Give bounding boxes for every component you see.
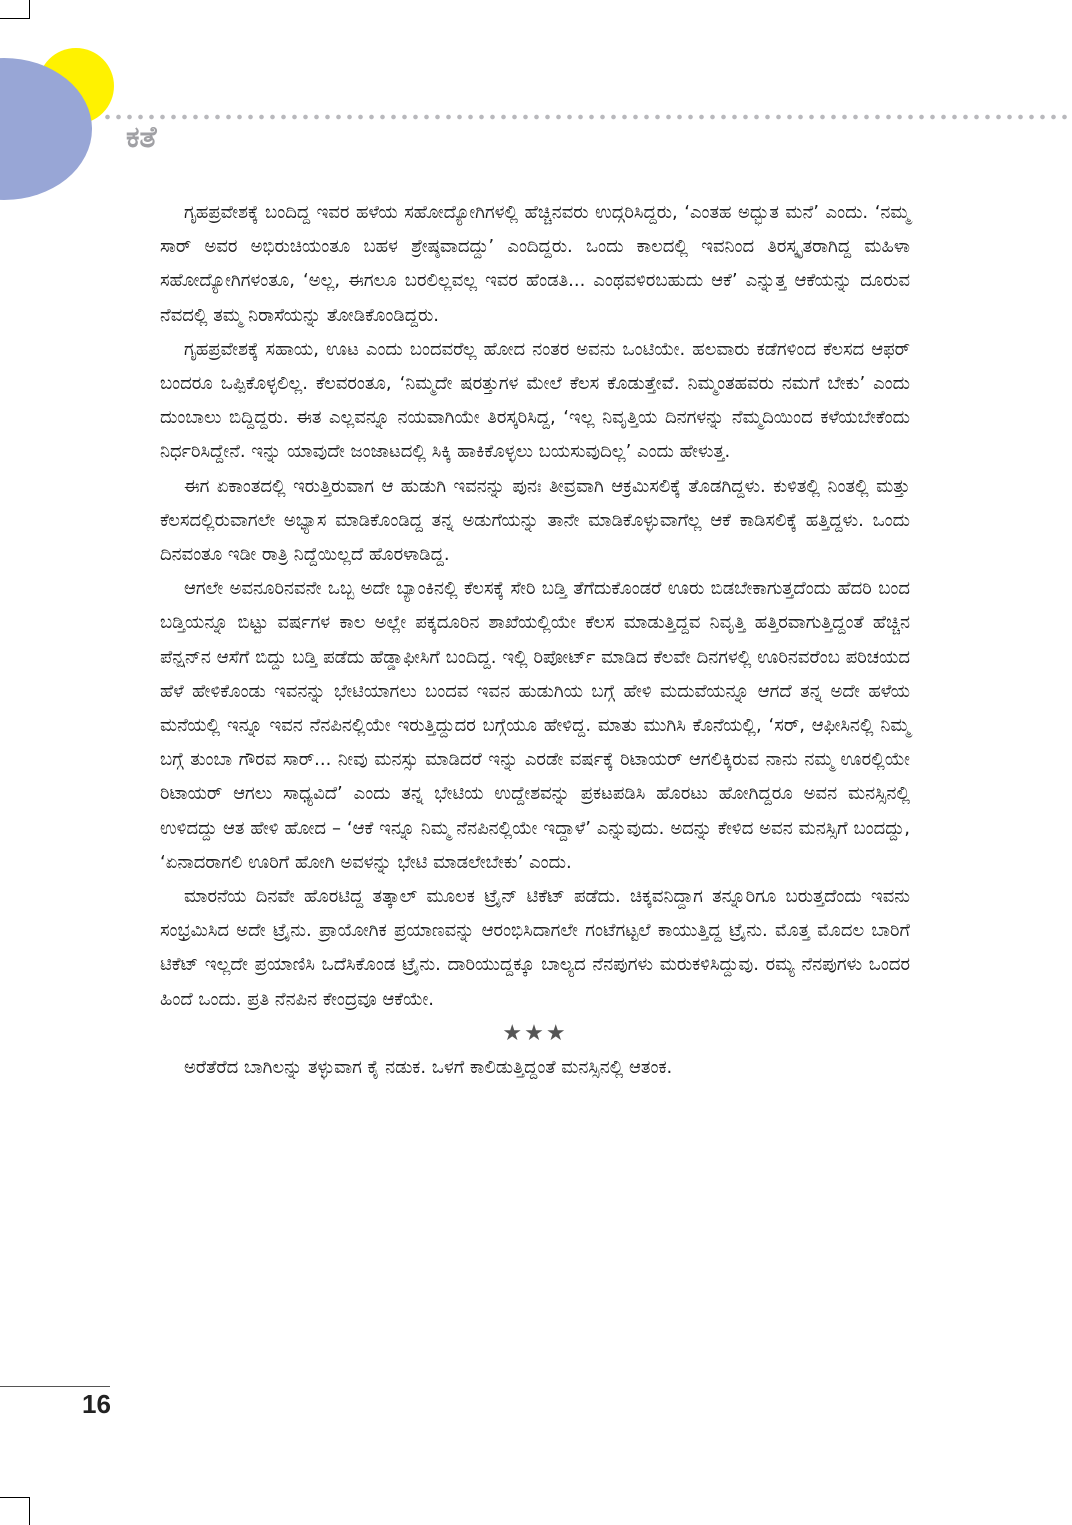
paragraph-4: ಆಗಲೇ ಅವನೂರಿನವನೇ ಒಬ್ಬ ಅದೇ ಬ್ಯಾಂಕಿನಲ್ಲಿ ಕೆಲಸಕ್ಕೆ ಸೇರಿ ಬಡ್ತಿ ತೆಗೆದುಕೊಂಡರೆ ಊರು ಬಿಡಬೇಕಾಗುತ್ತದೆಂದು ಹೆದರಿ ಬಂದ ಬಡ್ತಿಯನ್ನೂ ಬಿಟ್ಟು ವರ್ಷಗಳ ಕಾಲ ಅಲ್ಲೇ ಪಕ್ಕದೂರಿನ ಶಾಖೆಯಲ್ಲಿಯೇ ಕೆಲಸ ಮಾಡುತ್ತಿದ್ದವ ನಿವೃತ್ತಿ ಹತ್ತಿರವಾಗುತ್ತಿದ್ದಂತೆ ಹೆಚ್ಚಿನ ಪೆನ್ಷನ್‌ನ ಆಸೆಗೆ ಬಿದ್ದು ಬಡ್ತಿ ಪಡೆದು ಹೆಡ್ಡಾಫೀಸಿಗೆ ಬಂದಿದ್ದ. ಇಲ್ಲಿ ರಿಪೋರ್ಟ್ ಮಾಡಿದ ಕೆಲವೇ ದಿನಗಳಲ್ಲಿ ಊರಿನವರೆಂಬ ಪರಿಚಯದ ಹೆಳೆ ಹೇಳಿಕೊಂಡು ಇವನನ್ನು ಭೇಟಿಯಾಗಲು ಬಂದವ ಇವನ ಹುಡುಗಿಯ ಬಗ್ಗೆ ಹೇಳಿ ಮದುವೆಯನ್ನೂ ಆಗದೆ ತನ್ನ ಅದೇ ಹಳೆಯ ಮನೆಯಲ್ಲಿ ಇನ್ನೂ ಇವನ ನೆನಪಿನಲ್ಲಿಯೇ ಇರುತ್ತಿದ್ದುದರ ಬಗ್ಗೆಯೂ ಹೇಳಿದ್ದ. ಮಾತು ಮುಗಿಸಿ ಕೊನೆಯಲ್ಲಿ, ‘ಸರ್, ಆಫೀಸಿನಲ್ಲಿ ನಿಮ್ಮ ಬಗ್ಗೆ ತುಂಬಾ ಗೌರವ ಸಾರ್... ನೀವು ಮನಸ್ಸು ಮಾಡಿದರೆ ಇನ್ನು ಎರಡೇ ವರ್ಷಕ್ಕೆ ರಿಟಾಯರ್ ಆಗಲಿಕ್ಕಿರುವ ನಾನು ನಮ್ಮ ಊರಲ್ಲಿಯೇ ರಿಟಾಯರ್ ಆಗಲು ಸಾಧ್ಯವಿದೆ’ ಎಂದು ತನ್ನ ಭೇಟಿಯ ಉದ್ದೇಶವನ್ನು ಪ್ರಕಟಪಡಿಸಿ ಹೊರಟು ಹೋಗಿದ್ದರೂ ಅವನ ಮನಸ್ಸಿನಲ್ಲಿ ಉಳಿದದ್ದು ಆತ ಹೇಳಿ ಹೋದ – ‘ಆಕೆ ಇನ್ನೂ ನಿಮ್ಮ ನೆನಪಿನಲ್ಲಿಯೇ ಇದ್ದಾಳೆ’ ಎನ್ನುವುದು. ಅದನ್ನು ಕೇಳಿದ ಅವನ ಮನಸ್ಸಿಗೆ ಬಂದದ್ದು, ‘ಏನಾದರಾಗಲಿ ಊರಿಗೆ ಹೋಗಿ ಅವಳನ್ನು ಭೇಟಿ ಮಾಡಲೇಬೇಕು’ ಎಂದು. — [160, 578, 910, 873]
paragraph-1: ಗೃಹಪ್ರವೇಶಕ್ಕೆ ಬಂದಿದ್ದ ಇವರ ಹಳೆಯ ಸಹೋದ್ಯೋಗಿಗಳಲ್ಲಿ ಹೆಚ್ಚಿನವರು ಉದ್ಗರಿಸಿದ್ದರು, ‘ಎಂತಹ ಅದ್ಭುತ ಮನೆ’ ಎಂದು. ‘ನಮ್ಮ ಸಾರ್ ಅವರ ಅಭಿರುಚಿಯಂತೂ ಬಹಳ ಶ್ರೇಷ್ಠವಾದದ್ದು’ ಎಂದಿದ್ದರು. ಒಂದು ಕಾಲದಲ್ಲಿ ಇವನಿಂದ ತಿರಸ್ಕೃತರಾಗಿದ್ದ ಮಹಿಳಾ ಸಹೋದ್ಯೋಗಿಗಳಂತೂ, ‘ಅಲ್ಲ, ಈಗಲೂ ಬರಲಿಲ್ಲವಲ್ಲ ಇವರ ಹೆಂಡತಿ... ಎಂಥವಳಿರಬಹುದು ಆಕೆ’ ಎನ್ನುತ್ತ ಆಕೆಯನ್ನು ದೂರುವ ನೆವದಲ್ಲಿ ತಮ್ಮ ನಿರಾಸೆಯನ್ನು ತೋಡಿಕೊಂಡಿದ್ದರು. — [160, 202, 910, 326]
paragraph-3: ಈಗ ಏಕಾಂತದಲ್ಲಿ ಇರುತ್ತಿರುವಾಗ ಆ ಹುಡುಗಿ ಇವನನ್ನು ಪುನಃ ತೀವ್ರವಾಗಿ ಆಕ್ರಮಿಸಲಿಕ್ಕೆ ತೊಡಗಿದ್ದಳು. ಕುಳಿತಲ್ಲಿ ನಿಂತಲ್ಲಿ ಮತ್ತು ಕೆಲಸದಲ್ಲಿರುವಾಗಲೇ ಅಭ್ಯಾಸ ಮಾಡಿಕೊಂಡಿದ್ದ ತನ್ನ ಅಡುಗೆಯನ್ನು ತಾನೇ ಮಾಡಿಕೊಳ್ಳುವಾಗೆಲ್ಲ ಆಕೆ ಕಾಡಿಸಲಿಕ್ಕೆ ಹತ್ತಿದ್ದಳು. ಒಂದು ದಿನವಂತೂ ಇಡೀ ರಾತ್ರಿ ನಿದ್ದೆಯಿಲ್ಲದೆ ಹೊರಳಾಡಿದ್ದ. — [160, 475, 910, 566]
crop-mark-top-horizontal — [0, 18, 30, 19]
crop-mark-bottom-horizontal — [0, 1497, 30, 1498]
crop-mark-top-vertical — [29, 0, 30, 18]
paragraph-5: ಮಾರನೆಯ ದಿನವೇ ಹೊರಟಿದ್ದ ತತ್ಕಾಲ್ ಮೂಲಕ ಟ್ರೈನ್ ಟಿಕೆಟ್ ಪಡೆದು. ಚಿಕ್ಕವನಿದ್ದಾಗ ತನ್ನೂರಿಗೂ ಬರುತ್ತದೆಂದು ಇವನು ಸಂಭ್ರಮಿಸಿದ ಅದೇ ಟ್ರೈನು. ಪ್ರಾಯೋಗಿಕ ಪ್ರಯಾಣವನ್ನು ಆರಂಭಿಸಿದಾಗಲೇ ಗಂಟೆಗಟ್ಟಲೆ ಕಾಯುತ್ತಿದ್ದ ಟ್ರೈನು. ಮೊತ್ತ ಮೊದಲ ಬಾರಿಗೆ ಟಿಕೆಟ್ ಇಲ್ಲದೇ ಪ್ರಯಾಣಿಸಿ ಒದೆಸಿಕೊಂಡ ಟ್ರೈನು. ದಾರಿಯುದ್ದಕ್ಕೂ ಬಾಲ್ಯದ ನೆನಪುಗಳು ಮರುಕಳಿಸಿದ್ದುವು. ರಮ್ಯ ನೆನಪುಗಳು ಒಂದರ ಹಿಂದೆ ಒಂದು. ಪ್ರತಿ ನೆನಪಿನ ಕೇಂದ್ರವೂ ಆಕೆಯೇ. — [160, 886, 910, 1010]
section-separator: ★★★ — [502, 1020, 568, 1046]
paragraph-2: ಗೃಹಪ್ರವೇಶಕ್ಕೆ ಸಹಾಯ, ಊಟ ಎಂದು ಬಂದವರೆಲ್ಲ ಹೋದ ನಂತರ ಅವನು ಒಂಟಿಯೇ. ಹಲವಾರು ಕಡೆಗಳಿಂದ ಕೆಲಸದ ಆಫರ್ ಬಂದರೂ ಒಪ್ಪಿಕೊಳ್ಳಲಿಲ್ಲ. ಕೆಲವರಂತೂ, ‘ನಿಮ್ಮದೇ ಷರತ್ತುಗಳ ಮೇಲೆ ಕೆಲಸ ಕೊಡುತ್ತೇವೆ. ನಿಮ್ಮಂತಹವರು ನಮಗೆ ಬೇಕು’ ಎಂದು ದುಂಬಾಲು ಬಿದ್ದಿದ್ದರು. ಈತ ಎಲ್ಲವನ್ನೂ ನಯವಾಗಿಯೇ ತಿರಸ್ಕರಿಸಿದ್ದ, ‘ಇಲ್ಲ ನಿವೃತ್ತಿಯ ದಿನಗಳನ್ನು ನೆಮ್ಮದಿಯಿಂದ ಕಳೆಯಬೇಕೆಂದು ನಿರ್ಧರಿಸಿದ್ದೇನೆ. ಇನ್ನು ಯಾವುದೇ ಜಂಜಾಟದಲ್ಲಿ ಸಿಕ್ಕಿ ಹಾಕಿಕೊಳ್ಳಲು ಬಯಸುವುದಿಲ್ಲ’ ಎಂದು ಹೇಳುತ್ತ. — [160, 338, 910, 463]
page-number: 16 — [82, 1389, 111, 1419]
story-body — [160, 196, 910, 1085]
crop-mark-bottom-vertical — [29, 1497, 30, 1525]
section-label: ಕತೆ — [126, 120, 157, 155]
footer-rule — [0, 1386, 110, 1387]
paragraph-final: ಅರೆತೆರೆದ ಬಾಗಿಲನ್ನು ತಳ್ಳುವಾಗ ಕೈ ನಡುಕ. ಒಳಗೆ ಕಾಲಿಡುತ್ತಿದ್ದಂತೆ ಮನಸ್ಸಿನಲ್ಲಿ ಆತಂಕ. — [184, 1056, 673, 1078]
dotted-header-rule — [102, 114, 1072, 120]
